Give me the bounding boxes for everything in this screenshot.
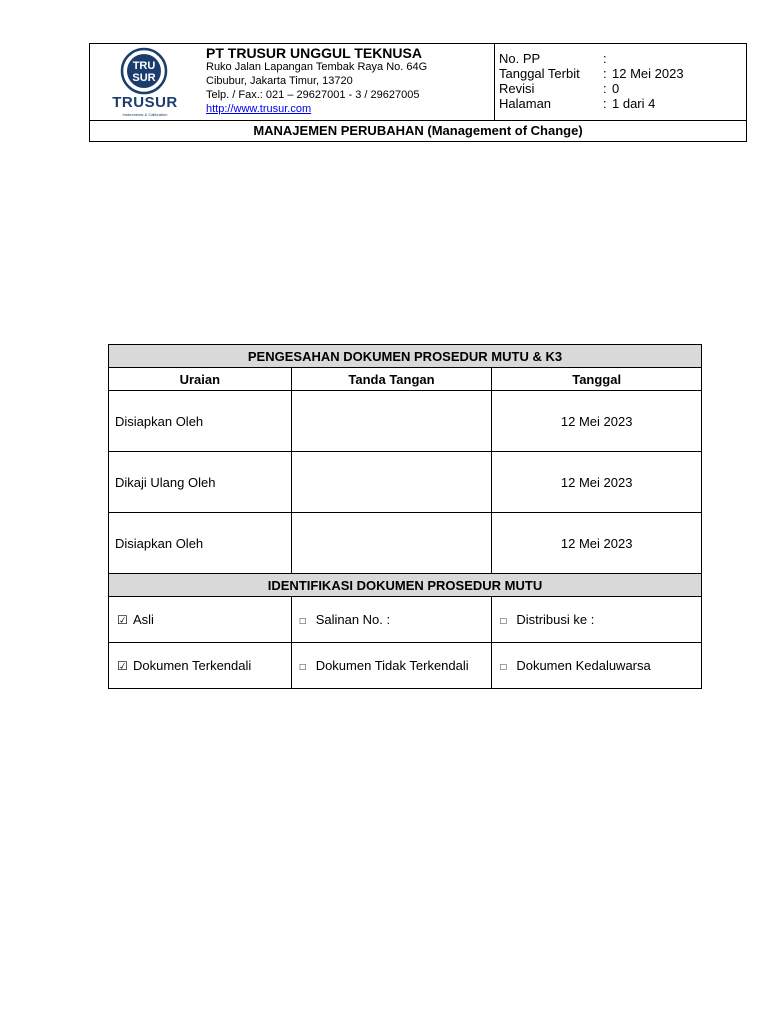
checkbox-unchecked-icon[interactable]: □ (299, 662, 306, 673)
option-label: Dokumen Terkendali (133, 658, 252, 673)
option-label: Dokumen Kedaluwarsa (516, 658, 651, 673)
table-row (109, 643, 702, 689)
approval-date: 12 Mei 2023 (492, 513, 702, 574)
approval-role: Dikaji Ulang Oleh (109, 452, 292, 513)
meta-label: Revisi (499, 81, 535, 96)
checkbox-unchecked-icon[interactable]: □ (299, 616, 306, 627)
checkbox-checked-icon[interactable]: ☑ (117, 659, 128, 673)
option-label: Asli (133, 612, 154, 627)
company-address-line-1: Ruko Jalan Lapangan Tembak Raya No. 64G (206, 61, 428, 73)
column-header-uraian: Uraian (109, 368, 292, 391)
company-info (200, 44, 495, 120)
column-header-tanggal: Tanggal (492, 368, 702, 391)
signature-field[interactable] (291, 452, 492, 513)
logo-tagline: Instruments & Calibration (122, 112, 168, 117)
signature-field[interactable] (291, 391, 492, 452)
company-phone: Telp. / Fax.: 021 – 29627001 - 3 / 29627005 (206, 89, 420, 101)
document-meta (495, 44, 747, 120)
identification-option-salinan[interactable] (291, 597, 492, 643)
meta-label: Halaman (499, 96, 552, 111)
identification-option-kedaluwarsa[interactable] (492, 643, 702, 689)
approval-role: Disiapkan Oleh (109, 391, 292, 452)
option-label: Distribusi ke : (516, 612, 595, 627)
checkbox-checked-icon[interactable]: ☑ (117, 613, 128, 627)
meta-separator: : (603, 66, 607, 81)
checkbox-unchecked-icon[interactable]: □ (500, 662, 507, 673)
option-label: Salinan No. : (315, 612, 391, 627)
table-row (109, 597, 702, 643)
document-header (89, 43, 747, 142)
company-name: PT TRUSUR UNGGUL TEKNUSA (206, 45, 422, 61)
identification-option-terkendali[interactable] (109, 643, 292, 689)
option-label: Dokumen Tidak Terkendali (315, 658, 469, 673)
approval-table (108, 344, 702, 689)
identification-option-distribusi[interactable] (492, 597, 702, 643)
meta-value: 12 Mei 2023 (612, 66, 684, 81)
approval-role: Disiapkan Oleh (109, 513, 292, 574)
logo-monogram-bottom: SUR (132, 72, 156, 84)
trusur-logo-icon (120, 47, 168, 95)
signature-field[interactable] (291, 513, 492, 574)
identification-option-asli[interactable] (109, 597, 292, 643)
identification-section-title: IDENTIFIKASI DOKUMEN PROSEDUR MUTU (109, 574, 702, 597)
meta-value: 1 dari 4 (612, 96, 656, 111)
table-row (109, 391, 702, 452)
table-row (109, 452, 702, 513)
meta-value: 0 (612, 81, 620, 96)
approval-date: 12 Mei 2023 (492, 452, 702, 513)
document-title: MANAJEMEN PERUBAHAN (Management of Change) (90, 120, 746, 142)
checkbox-unchecked-icon[interactable]: □ (500, 616, 507, 627)
column-header-tanda-tangan: Tanda Tangan (291, 368, 492, 391)
meta-label: No. PP (499, 51, 541, 66)
logo-monogram-top: TRU (132, 60, 156, 72)
meta-separator: : (603, 51, 607, 66)
logo-wordmark: TRUSUR (112, 94, 178, 111)
meta-label: Tanggal Terbit (499, 66, 580, 81)
table-row (109, 513, 702, 574)
company-logo (90, 44, 200, 120)
identification-option-tidak-terkendali[interactable] (291, 643, 492, 689)
meta-separator: : (603, 81, 607, 96)
company-website-link[interactable]: http://www.trusur.com (206, 103, 312, 115)
approval-date: 12 Mei 2023 (492, 391, 702, 452)
meta-separator: : (603, 96, 607, 111)
approval-section-title: PENGESAHAN DOKUMEN PROSEDUR MUTU & K3 (109, 345, 702, 368)
company-address-line-2: Cibubur, Jakarta Timur, 13720 (206, 75, 353, 87)
